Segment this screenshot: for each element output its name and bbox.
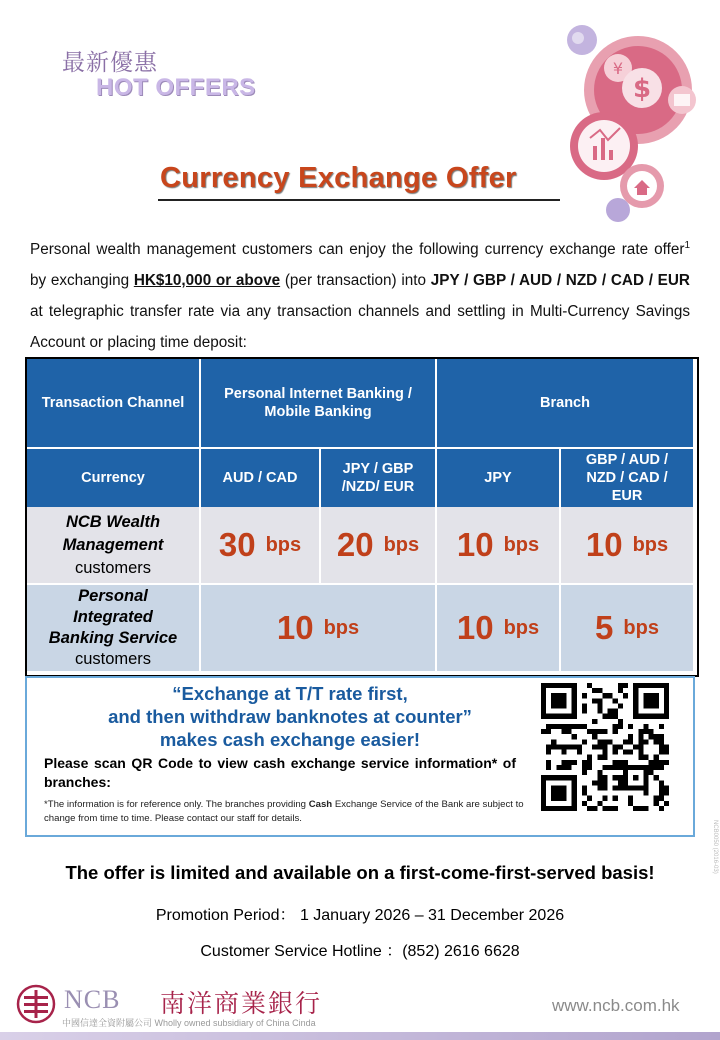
- rate-integrated-branch-jpy: [437, 585, 561, 671]
- slogan-line-3: makes cash exchange easier!: [159, 729, 421, 750]
- document-code: NCB0050 (2016-03): [712, 820, 718, 874]
- header-currency: Currency: [27, 449, 201, 507]
- intro-currencies: JPY / GBP / AUD / NZD / CAD / EUR: [430, 272, 690, 290]
- rate-value: 5: [595, 609, 614, 646]
- qr-code-icon[interactable]: [541, 683, 669, 811]
- scan-instruction: Please scan QR Code to view cash exchange service information* of branches:: [44, 755, 516, 790]
- rate-value: 30: [218, 526, 256, 563]
- header-aud-cad: AUD / CAD: [201, 449, 321, 507]
- rate-unit: bps: [623, 616, 659, 639]
- header-transaction-channel: Transaction Channel: [27, 359, 201, 449]
- logo-ncb: NCB: [64, 985, 121, 1014]
- ncb-logo-icon: [14, 984, 58, 1024]
- slogan-line-1: “Exchange at T/T rate first,: [172, 683, 408, 704]
- note-text-b: Cash: [308, 799, 333, 810]
- header-jpy: JPY: [437, 449, 561, 507]
- rate-unit: bps: [265, 533, 302, 556]
- row-label-wealth-management: [27, 507, 201, 585]
- rate-value: 10: [276, 609, 314, 646]
- promotion-period: Promotion Period： 1 January 2026 – 31 December 2026: [155, 907, 565, 924]
- row1-label-c: customers: [74, 558, 152, 577]
- row1-label-b: Management: [62, 535, 164, 554]
- intro-amount: HK$10,000 or above: [133, 272, 281, 290]
- disclaimer-note: [44, 798, 524, 826]
- logo-subsidiary: 中國信達全資附屬公司 Wholly owned subsidiary of China Cinda: [62, 1018, 316, 1028]
- rate-unit: bps: [323, 616, 360, 639]
- intro-text-4: at telegraphic transfer rate via any transaction channels and settling in Multi-Currency Savings Account or placing time deposit:: [30, 303, 690, 352]
- row2-label-d: customers: [74, 650, 152, 668]
- svg-text:¥: ¥: [612, 59, 624, 78]
- intro-text-1: Personal wealth management customers can enjoy the following currency exchange rate offer: [30, 241, 685, 259]
- rate-wealth-branch-others: [561, 507, 693, 585]
- rate-unit: bps: [632, 533, 669, 556]
- rate-unit: bps: [503, 533, 540, 556]
- row-label-integrated-banking: [27, 585, 201, 671]
- rate-wealth-aud-cad: [201, 507, 321, 585]
- note-text-a: *The information is for reference only. The branches providing: [44, 799, 309, 810]
- rate-value: 10: [456, 526, 494, 563]
- rate-value: 10: [456, 609, 494, 646]
- row2-label-c: Banking Service: [48, 629, 178, 647]
- rate-value: 20: [336, 526, 374, 563]
- rate-wealth-branch-jpy: [437, 507, 561, 585]
- footnote-marker: 1: [684, 240, 690, 251]
- header-internet-banking: Personal Internet Banking / Mobile Banking: [201, 359, 437, 449]
- header-jpy-gbp-nzd-eur: JPY / GBP /NZD/ EUR: [321, 449, 437, 507]
- rate-value: 10: [585, 526, 623, 563]
- footer-bar: [0, 1032, 720, 1040]
- title-underline: [158, 199, 560, 201]
- dollar-icon: [622, 68, 662, 108]
- header-branch: Branch: [437, 359, 693, 449]
- logo-chinese-name: 南洋商業銀行: [160, 989, 323, 1018]
- rate-table: [25, 357, 699, 677]
- header-gbp-aud-nzd-cad-eur: GBP / AUD / NZD / CAD / EUR: [561, 449, 693, 507]
- row1-label-a: NCB Wealth: [65, 512, 161, 531]
- header-hot-offers: HOT OFFERS: [96, 74, 256, 101]
- note-text-c: Exchange Service of the Bank are subject to change from time to time. Please contact our staff for details.: [44, 799, 524, 824]
- intro-paragraph: [30, 230, 690, 358]
- cash-exchange-slogan: [40, 682, 540, 751]
- row2-label-b: Integrated: [73, 608, 153, 626]
- decorative-bubbles: [540, 20, 720, 230]
- page-title: Currency Exchange Offer: [160, 162, 517, 194]
- limited-offer-notice: The offer is limited and available on a first-come-first-served basis!: [65, 862, 655, 883]
- rate-wealth-jpy-gbp: [321, 507, 437, 585]
- rate-unit: bps: [383, 533, 420, 556]
- header-chinese: 最新優惠: [62, 50, 158, 76]
- customer-hotline: Customer Service Hotline ：(852) 2616 6628: [200, 943, 520, 960]
- rate-unit: bps: [503, 616, 540, 639]
- rate-integrated-branch-others: [561, 585, 693, 671]
- slogan-line-2: and then withdraw banknotes at counter”: [108, 706, 472, 727]
- svg-text:$: $: [632, 74, 652, 104]
- intro-text-2: by exchanging: [30, 272, 134, 290]
- row2-label-a: Personal: [78, 587, 148, 605]
- gift-icon: [668, 86, 696, 114]
- intro-text-3: (per transaction) into: [280, 272, 431, 290]
- website-link[interactable]: www.ncb.com.hk: [552, 996, 680, 1015]
- rate-integrated-internet: [201, 585, 437, 671]
